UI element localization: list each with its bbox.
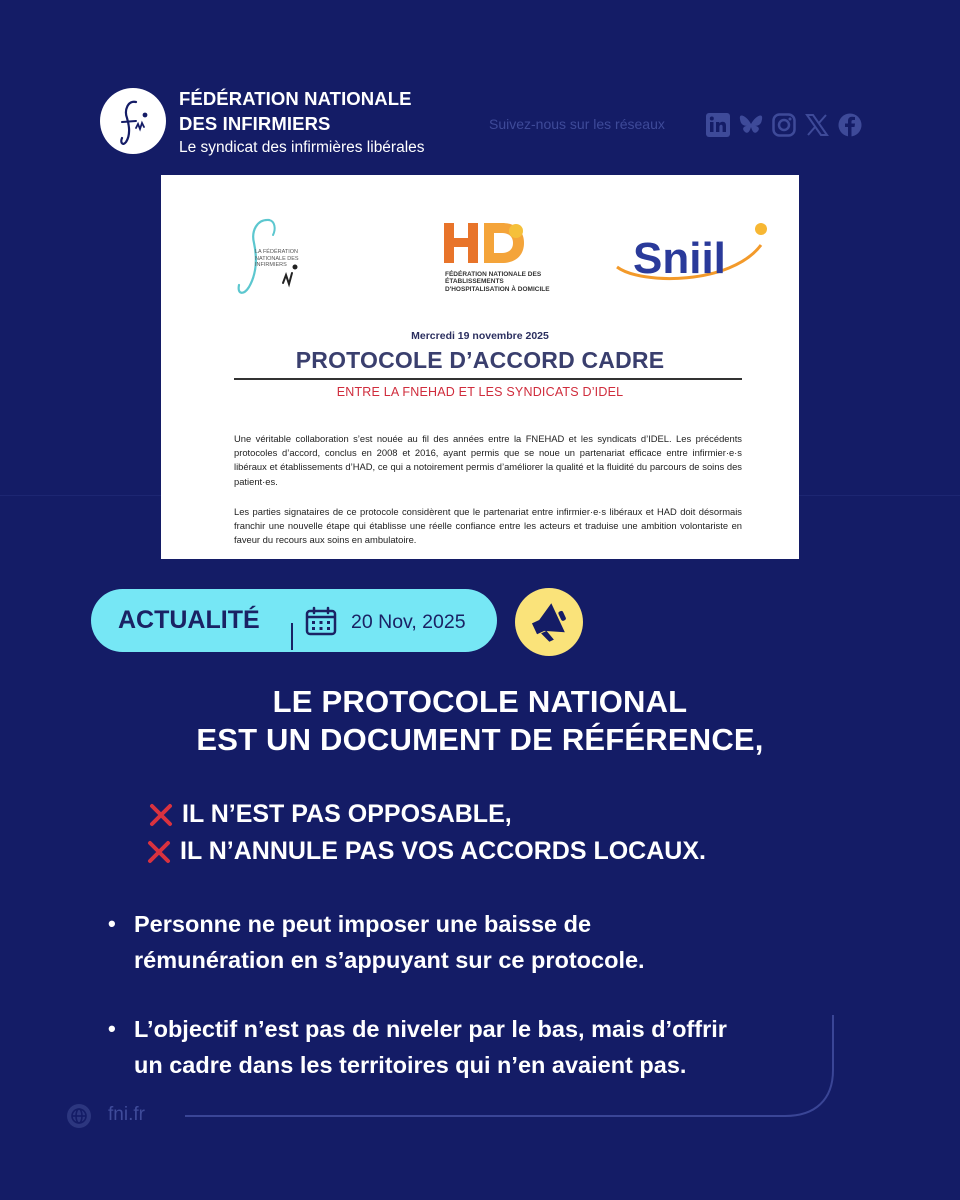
bullet-text-line: rémunération en s’appuyant sur ce protocole. [134,947,645,973]
website-link[interactable]: fni.fr [108,1104,145,1125]
sniil-logo-text: Sniil [633,234,726,283]
bullet-dot: • [108,911,116,936]
bullet-dot: • [108,1016,116,1041]
sniil-doc-logo [611,215,776,290]
social-links [705,112,863,138]
bluesky-icon[interactable] [738,112,764,138]
protocol-document-image [161,175,799,559]
bullet-text-line: Personne ne peut imposer une baisse de [134,911,592,937]
bullet-text-line: L’objectif n’est pas de niveler par le bas, mais d’offrir [134,1016,727,1042]
calendar-icon [305,606,337,636]
facebook-icon[interactable] [837,112,863,138]
negation-item [148,800,512,829]
news-tag-label: ACTUALITÉ [118,606,260,634]
org-name-block [179,86,425,160]
negation-text: IL N’ANNULE PAS VOS ACCORDS LOCAUX. [180,837,706,865]
doc-subtitle: ENTRE LA FNEHAD ET LES SYNDICATS D’IDEL [336,385,624,399]
doc-title-rule [234,378,742,380]
hd-doc-logo [444,219,534,269]
org-name-line1: FÉDÉRATION NATIONALE [179,88,412,109]
instagram-icon[interactable] [771,112,797,138]
doc-date: Mercredi 19 novembre 2025 [411,330,549,342]
fni-logo[interactable] [100,88,166,154]
megaphone-badge [515,588,583,656]
fni-logo-mark [100,88,166,154]
doc-paragraph-2: Les parties signataires de ce protocole considèrent que le partenariat entre infirmier·e·s libéraux et HAD doit désormais franchir une nouvelle étape qui établisse une réelle confiance entre les acteurs et traduise une ambition volontariste en faveur du recours aux soins en ambulatoire. [234,506,742,546]
pill-separator [291,623,293,650]
linkedin-icon[interactable] [705,112,731,138]
org-tagline: Le syndicat des infirmières libérales [179,139,425,156]
negation-text: IL N’EST PAS OPPOSABLE, [182,800,512,828]
headline-line-1: LE PROTOCOLE NATIONAL [272,684,688,719]
headline [0,683,960,759]
megaphone-icon [515,588,583,656]
fni-doc-logo-text: LA FÉDÉRATION NATIONALE DES INFIRMIERS [255,249,299,268]
news-date: 20 Nov, 2025 [351,611,466,633]
org-name-line2: DES INFIRMIERS [179,113,331,134]
bullet-text-line: un cadre dans les territoires qui n’en avaient pas. [134,1052,687,1078]
follow-text: Suivez-nous sur les réseaux [489,116,665,132]
doc-title: PROTOCOLE D’ACCORD CADRE [295,347,665,373]
negation-item [146,837,706,866]
globe-icon [66,1103,92,1129]
hd-doc-logo-text: FÉDÉRATION NATIONALE DES ÉTABLISSEMENTS D'HOSPITALISATION À DOMICILE [445,271,550,293]
cross-mark-icon [146,839,172,865]
cross-mark-icon [148,802,174,828]
headline-line-2: EST UN DOCUMENT DE RÉFÉRENCE, [196,722,764,757]
news-tag-pill [91,589,497,652]
bullet-item [108,906,645,978]
decorative-frame-line [185,1015,835,1117]
x-icon[interactable] [804,112,830,138]
doc-paragraph-1: Une véritable collaboration s’est nouée au fil des années entre la FNEHAD et les syndicats d’IDEL. Les précédents protocoles d’accord, conclus en 2008 et 2016, ayant permis que se noue un partenariat efficace entre infirmier·e·s libéraux et établissements d’HAD, ce qui a notoirement permis d’améliorer la qualité et la fluidité du parcours de soins des patient·es. [234,433,742,487]
